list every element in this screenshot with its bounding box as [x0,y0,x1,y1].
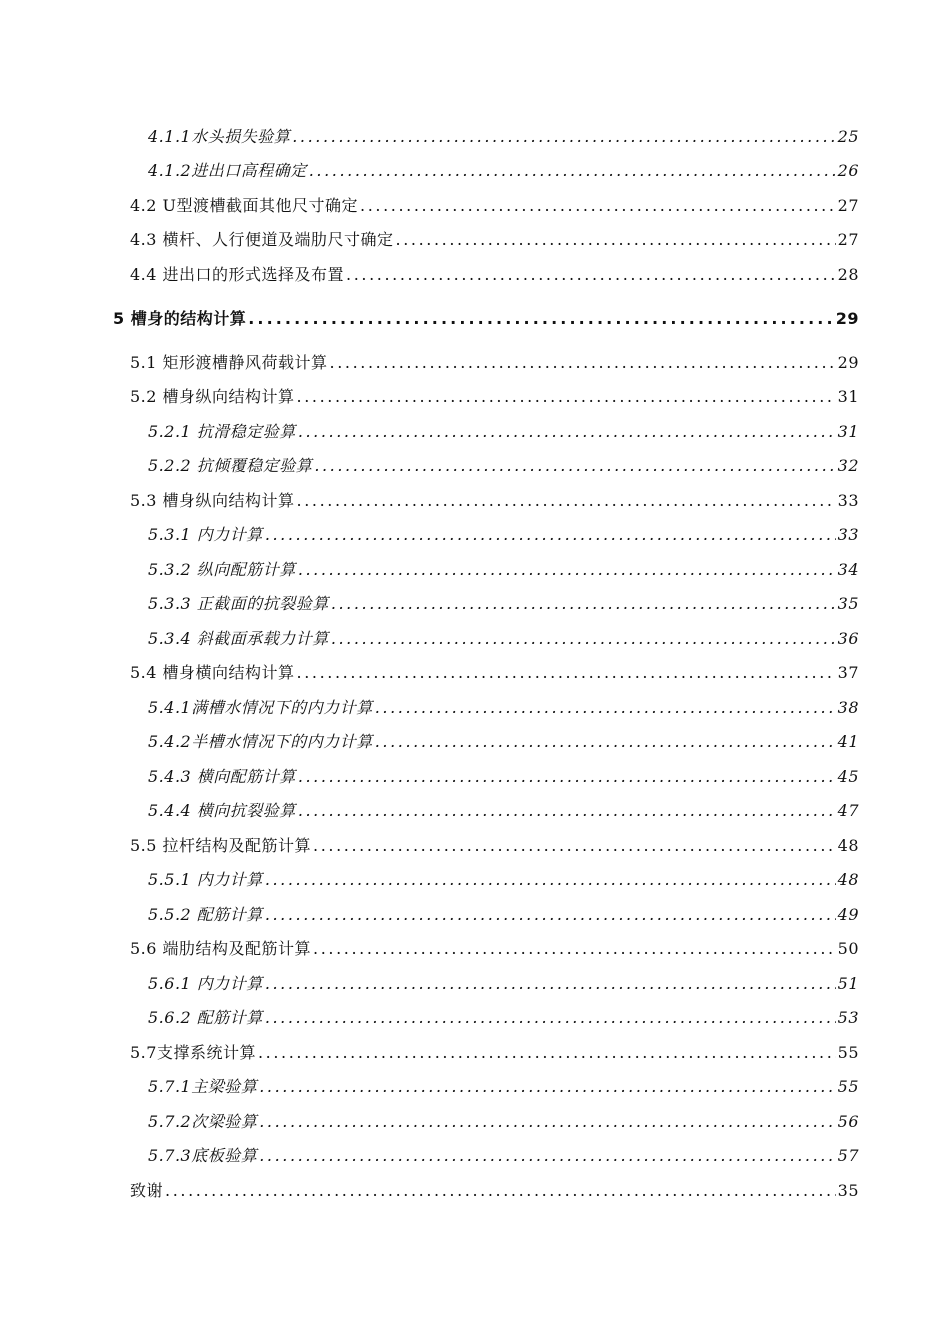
leader-dots [346,265,836,284]
toc-entry[interactable] [148,626,859,654]
toc-entry-label: 4.3 横杆、人行便道及端肋尺寸确定 [130,230,394,249]
toc-entry-label: 5.7.1主梁验算 [148,1077,258,1096]
toc-entry-page: 48 [837,836,859,855]
leader-dots [314,456,835,475]
toc-entry-page: 49 [837,905,859,924]
toc-entry-label: 4.1.1水头损失验算 [148,127,291,146]
toc-entry-label: 5.5 拉杆结构及配筋计算 [130,836,312,855]
toc-entry-label: 4.1.2进出口高程确定 [148,161,307,180]
leader-dots [375,732,836,751]
toc-entry[interactable] [148,158,859,186]
toc-entry[interactable] [148,557,859,585]
toc-entry-page: 33 [837,491,859,510]
toc-entry-label: 5.2.2 抗倾覆稳定验算 [148,456,313,475]
toc-entry-page: 35 [837,594,859,613]
toc-entry[interactable] [130,384,859,412]
toc-entry-label: 5.7支撑系统计算 [130,1043,256,1062]
toc-entry[interactable] [148,764,859,792]
toc-entry[interactable] [130,660,859,688]
toc-entry[interactable] [130,936,859,964]
toc-entry-label: 5.2 槽身纵向结构计算 [130,387,295,406]
toc-entry-page: 55 [837,1043,859,1062]
toc-entry-page: 37 [837,663,859,682]
leader-dots [259,1077,835,1096]
toc-entry-label: 5.5.1 内力计算 [148,870,263,889]
leader-dots [298,801,836,820]
toc-entry-label: 5.4.3 横向配筋计算 [148,767,296,786]
leader-dots [297,491,836,510]
leader-dots [331,629,836,648]
toc-entry-label: 5.4 槽身横向结构计算 [130,663,295,682]
toc-entry[interactable] [148,453,859,481]
toc-entry[interactable] [130,350,859,378]
toc-entry-page: 32 [837,456,859,475]
toc-entry[interactable] [130,193,859,221]
toc-entry-page: 29 [837,353,859,372]
toc-entry-page: 55 [837,1077,859,1096]
toc-entry-label: 5.6.1 内力计算 [148,974,263,993]
toc-entry[interactable] [148,1074,859,1102]
toc-entry-label: 4.4 进出口的形式选择及布置 [130,265,345,284]
toc-entry-page: 35 [837,1181,859,1200]
leader-dots [330,353,836,372]
toc-entry[interactable] [148,419,859,447]
toc-entry-label: 5.7.2次梁验算 [148,1112,258,1131]
toc-entry-page: 38 [837,698,859,717]
toc-entry-label: 4.2 U型渡槽截面其他尺寸确定 [130,196,359,215]
leader-dots [265,870,836,889]
toc-entry-page: 36 [837,629,859,648]
toc-entry-page: 29 [835,309,859,328]
toc-entry-page: 57 [837,1146,859,1165]
leader-dots [298,560,836,579]
leader-dots [265,1008,836,1027]
toc-entry-label: 5.4.4 横向抗裂验算 [148,801,296,820]
toc-entry-label: 5.2.1 抗滑稳定验算 [148,422,296,441]
leader-dots [265,525,836,544]
toc-entry[interactable] [148,971,859,999]
toc-entry-label: 5.3.2 纵向配筋计算 [148,560,296,579]
toc-entry[interactable] [148,1143,859,1171]
leader-dots [265,974,836,993]
toc-entry-page: 27 [837,196,859,215]
toc-entry-page: 25 [837,127,859,146]
toc-entry-page: 53 [837,1008,859,1027]
toc-entry[interactable] [148,729,859,757]
toc-chapter-entry[interactable] [113,306,859,334]
toc-entry-page: 26 [837,161,859,180]
toc-entry-label: 5.3 槽身纵向结构计算 [130,491,295,510]
leader-dots [360,196,836,215]
toc-entry-page: 33 [837,525,859,544]
toc-entry-page: 28 [837,265,859,284]
toc-entry-page: 27 [837,230,859,249]
leader-dots [248,309,834,328]
toc-entry[interactable] [130,488,859,516]
toc-entry[interactable] [130,227,859,255]
leader-dots [259,1146,835,1165]
toc-entry-label: 5.7.3底板验算 [148,1146,258,1165]
leader-dots [297,387,836,406]
toc-entry-page: 34 [837,560,859,579]
leader-dots [258,1043,836,1062]
leader-dots [375,698,836,717]
toc-entry[interactable] [148,695,859,723]
toc-entry[interactable] [130,262,859,290]
toc-entry-label: 5 槽身的结构计算 [113,309,247,328]
toc-entry[interactable] [148,902,859,930]
toc-entry[interactable] [148,798,859,826]
toc-entry-page: 48 [837,870,859,889]
leader-dots [313,836,836,855]
toc-entry-page: 31 [837,387,859,406]
toc-entry-label: 5.3.4 斜截面承载力计算 [148,629,329,648]
toc-entry-label: 5.4.2半槽水情况下的内力计算 [148,732,373,751]
toc-entry[interactable] [148,1109,859,1137]
toc-entry-label: 5.6 端肋结构及配筋计算 [130,939,312,958]
toc-entry-label: 5.5.2 配筋计算 [148,905,263,924]
toc-entry-label: 5.4.1满槽水情况下的内力计算 [148,698,373,717]
toc-entry[interactable] [148,522,859,550]
leader-dots [292,127,835,146]
leader-dots [298,767,836,786]
toc-entry-page: 50 [837,939,859,958]
leader-dots [309,161,836,180]
toc-entry[interactable] [130,1178,859,1206]
toc-entry[interactable] [148,124,859,152]
toc-entry-page: 41 [837,732,859,751]
leader-dots [297,663,836,682]
leader-dots [165,1181,836,1200]
leader-dots [298,422,836,441]
toc-entry-label: 5.3.3 正截面的抗裂验算 [148,594,329,613]
leader-dots [331,594,836,613]
toc-entry-label: 致谢 [130,1181,164,1200]
toc-entry[interactable] [148,867,859,895]
toc-entry-page: 45 [837,767,859,786]
toc-entry-label: 5.6.2 配筋计算 [148,1008,263,1027]
toc-entry-page: 31 [837,422,859,441]
leader-dots [265,905,836,924]
toc-entry-page: 51 [837,974,859,993]
toc-entry[interactable] [148,591,859,619]
toc-entry[interactable] [130,1040,859,1068]
leader-dots [313,939,836,958]
leader-dots [396,230,836,249]
toc-entry-page: 56 [837,1112,859,1131]
toc-entry[interactable] [148,1005,859,1033]
leader-dots [259,1112,835,1131]
toc-entry-label: 5.3.1 内力计算 [148,525,263,544]
toc-entry-page: 47 [837,801,859,820]
toc-entry-label: 5.1 矩形渡槽静风荷载计算 [130,353,328,372]
toc-entry[interactable] [130,833,859,861]
